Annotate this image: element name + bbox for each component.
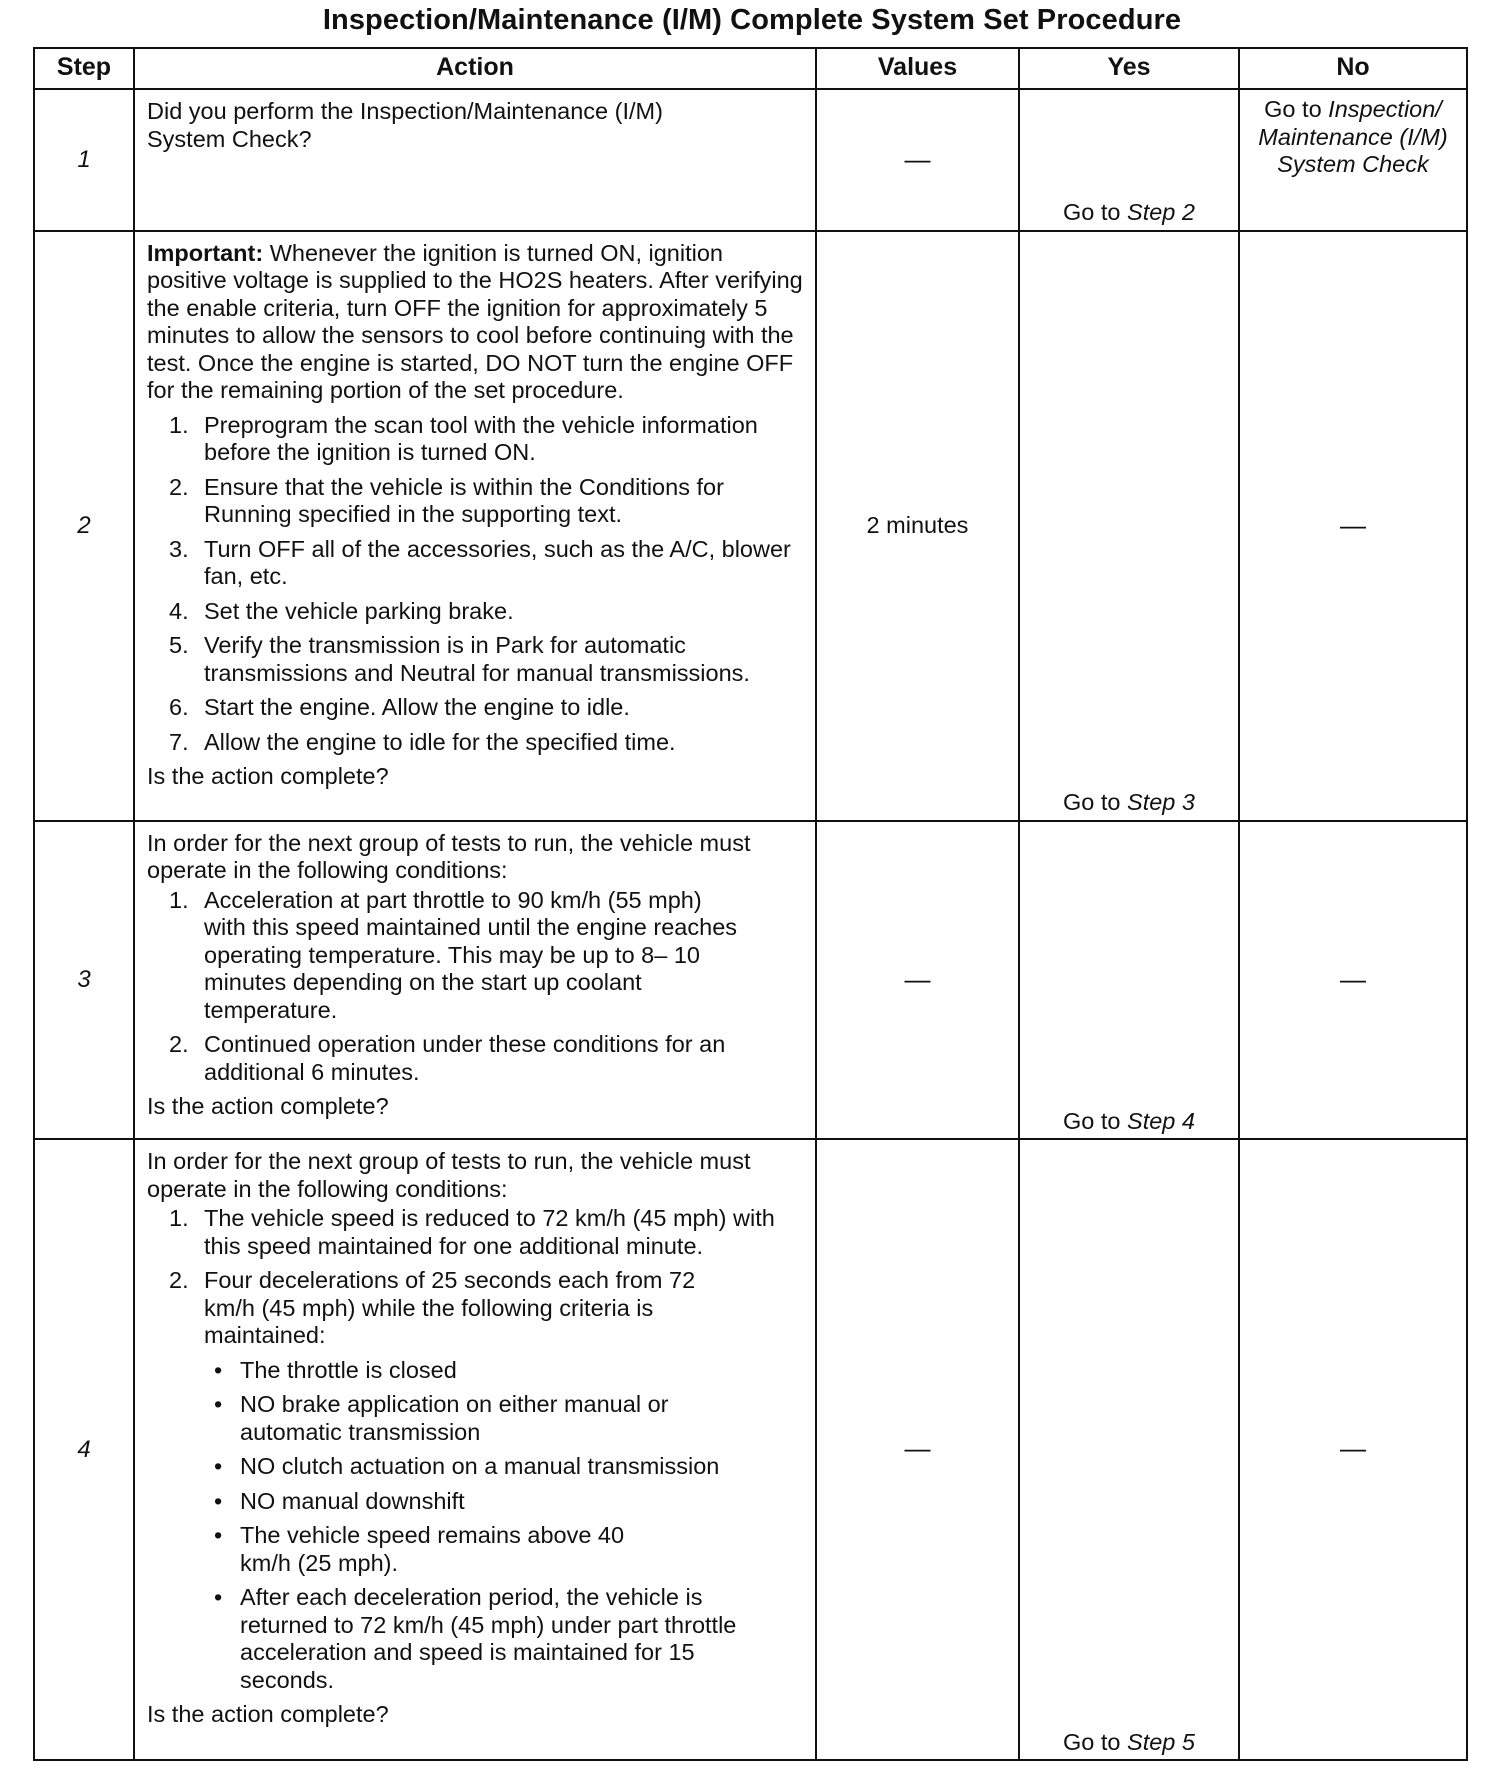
bullet-icon: • [214, 1522, 223, 1549]
item-text: The vehicle speed remains above 40 km/h (25 mph). [240, 1522, 625, 1576]
item-text: Turn OFF all of the accessories, such as the A/C, blower fan, etc. [204, 535, 791, 590]
action-question: Is the action complete? [147, 763, 389, 790]
header-values: Values [816, 48, 1019, 89]
item-number: 2. [169, 473, 189, 500]
item-text: The throttle is closed [240, 1356, 457, 1383]
bullet-icon: • [214, 1453, 223, 1480]
criteria-list [204, 1357, 805, 1695]
no-text: — [1340, 509, 1366, 540]
list-item [147, 1584, 805, 1694]
no-cell [1239, 231, 1467, 821]
goto-prefix: Go to [1063, 789, 1128, 816]
action-cell [134, 1139, 816, 1760]
values-cell [816, 89, 1019, 231]
step-list [147, 1205, 805, 1694]
action-cell [134, 89, 816, 231]
item-text: Continued operation under these conditions for an additional 6 minutes. [204, 1031, 726, 1085]
table-row [34, 1139, 1467, 1760]
step-list [147, 887, 805, 1087]
item-text: Allow the engine to idle for the specified time. [204, 728, 676, 755]
action-intro: In order for the next group of tests to run, the vehicle must operate in the following conditions: [147, 1148, 751, 1202]
list-item [147, 412, 805, 467]
yes-goto-link[interactable] [1020, 789, 1238, 817]
table-row [34, 821, 1467, 1139]
step-number: 1 [34, 89, 134, 231]
header-step: Step [34, 48, 134, 89]
action-intro: In order for the next group of tests to run, the vehicle must operate in the following conditions: [147, 829, 751, 884]
goto-target: Step 2 [1127, 199, 1195, 226]
list-item [147, 474, 805, 529]
table-row [34, 231, 1467, 821]
bullet-icon: • [214, 1356, 223, 1383]
action-question: Is the action complete? [147, 1093, 389, 1120]
item-number: 1. [169, 1205, 189, 1232]
step-number: 4 [34, 1139, 134, 1760]
goto-prefix: Go to [1063, 199, 1128, 226]
list-item [147, 694, 805, 722]
goto-prefix: Go to [1264, 96, 1329, 122]
item-text: After each deceleration period, the vehicle is returned to 72 km/h (45 mph) under part throttle acceleration and speed is maintained for 15 seconds. [240, 1584, 737, 1693]
item-text: Start the engine. Allow the engine to idle. [204, 694, 630, 721]
yes-cell [1019, 89, 1239, 231]
header-action: Action [134, 48, 816, 89]
yes-goto-link[interactable] [1020, 1729, 1238, 1757]
action-cell [134, 821, 816, 1139]
goto-prefix: Go to [1063, 1107, 1128, 1134]
item-text: Preprogram the scan tool with the vehicle information before the ignition is turned ON. [204, 411, 758, 466]
yes-cell [1019, 231, 1239, 821]
list-item [147, 1522, 805, 1577]
item-number: 4. [169, 597, 189, 624]
item-text: Acceleration at part throttle to 90 km/h (55 mph) with this speed maintained until the engine reaches operating temperature. This may be up to 8– 10 minutes depending on the start up coolant temperature. [204, 886, 738, 1023]
no-goto-link[interactable] [1241, 96, 1465, 179]
yes-goto-link[interactable] [1020, 199, 1238, 227]
item-text: NO brake application on either manual or automatic transmission [240, 1391, 669, 1445]
action-question: Is the action complete? [147, 1701, 389, 1728]
values-text: 2 minutes [866, 512, 969, 539]
values-text: — [904, 963, 931, 994]
list-item [147, 1031, 805, 1086]
list-item [147, 1205, 805, 1260]
item-text: NO manual downshift [240, 1487, 465, 1514]
important-note [147, 240, 805, 405]
item-text: Ensure that the vehicle is within the Conditions for Running specified in the supporting text. [204, 473, 724, 528]
list-item [147, 536, 805, 591]
goto-target: Step 4 [1127, 1107, 1195, 1134]
list-item [147, 1267, 805, 1694]
item-number: 5. [169, 632, 189, 659]
procedure-table [33, 47, 1468, 1761]
list-item [147, 1453, 805, 1481]
item-number: 6. [169, 694, 189, 721]
item-text: The vehicle speed is reduced to 72 km/h (45 mph) with this speed maintained for one additional minute. [204, 1205, 775, 1259]
values-cell [816, 1139, 1019, 1760]
no-cell [1239, 821, 1467, 1139]
no-cell [1239, 1139, 1467, 1760]
action-cell [134, 231, 816, 821]
table-row [34, 89, 1467, 231]
item-number: 3. [169, 535, 189, 562]
list-item [147, 1357, 805, 1385]
list-item [147, 729, 805, 757]
item-number: 2. [169, 1031, 189, 1058]
list-item [147, 598, 805, 626]
header-yes: Yes [1019, 48, 1239, 89]
no-text: — [1340, 963, 1366, 994]
yes-goto-link[interactable] [1020, 1108, 1238, 1136]
page-title: Inspection/Maintenance (I/M) Complete System Set Procedure [322, 4, 1182, 36]
no-cell [1239, 89, 1467, 231]
list-item [147, 1391, 805, 1446]
list-item [147, 887, 805, 1025]
values-cell [816, 821, 1019, 1139]
item-number: 2. [169, 1267, 189, 1294]
item-text: Four decelerations of 25 seconds each from 72 km/h (45 mph) while the following criteria is maintained: [204, 1267, 696, 1349]
important-text: Whenever the ignition is turned ON, ignition positive voltage is supplied to the HO2S heaters. After verifying the enable criteria, turn OFF the ignition for approximately 5 minutes to allow the sensors to cool before continuing with the test. Once the engine is started, DO NOT turn the engine OFF for the remaining portion of the set procedure. [147, 239, 803, 404]
header-no: No [1239, 48, 1467, 89]
goto-prefix: Go to [1063, 1728, 1128, 1755]
step-number: 3 [34, 821, 134, 1139]
yes-cell [1019, 821, 1239, 1139]
yes-cell [1019, 1139, 1239, 1760]
item-number: 7. [169, 728, 189, 755]
list-item [147, 1488, 805, 1516]
values-cell [816, 231, 1019, 821]
no-text: — [1340, 1433, 1366, 1464]
item-text: Verify the transmission is in Park for automatic transmissions and Neutral for manual transmissions. [204, 632, 750, 686]
step-list [147, 412, 805, 757]
item-text: Set the vehicle parking brake. [204, 597, 514, 624]
important-label: Important: [147, 239, 264, 266]
goto-target: Step 3 [1127, 789, 1195, 816]
bullet-icon: • [214, 1391, 223, 1418]
values-text: — [904, 1433, 931, 1464]
goto-target: Inspection/ Maintenance (I/M) System Check [1258, 96, 1448, 177]
bullet-icon: • [214, 1584, 223, 1611]
bullet-icon: • [214, 1487, 223, 1514]
list-item [147, 632, 805, 687]
step-number: 2 [34, 231, 134, 821]
item-text: NO clutch actuation on a manual transmission [240, 1453, 720, 1480]
table-header-row [34, 48, 1467, 89]
goto-target: Step 5 [1127, 1728, 1195, 1755]
item-number: 1. [169, 886, 189, 913]
item-number: 1. [169, 411, 189, 438]
values-text: — [904, 143, 931, 174]
action-text: Did you perform the Inspection/Maintenance (I/M) System Check? [147, 98, 663, 152]
